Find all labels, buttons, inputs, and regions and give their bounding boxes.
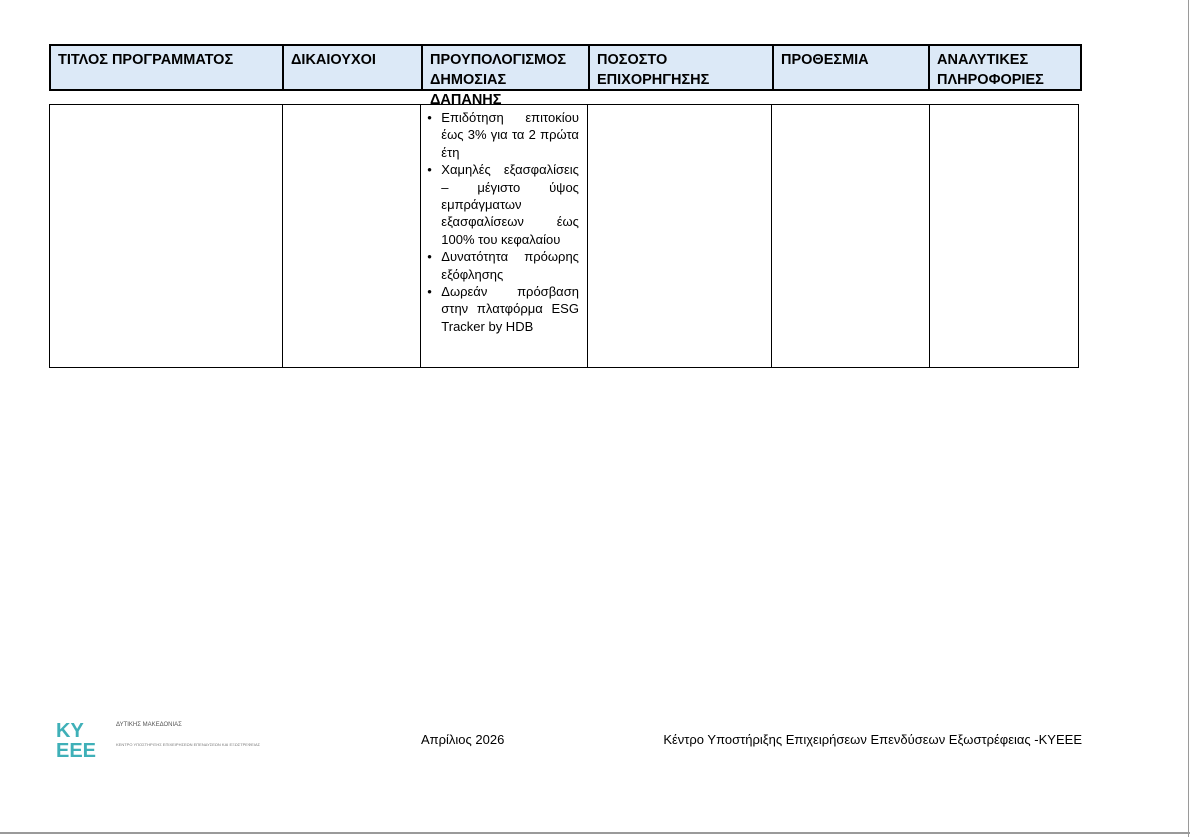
header-deadline: ΠΡΟΘΕΣΜΙΑ: [774, 46, 930, 89]
kyeee-logo: [56, 720, 261, 762]
header-program-title: ΤΙΤΛΟΣ ΠΡΟΓΡΑΜΜΑΤΟΣ: [51, 46, 284, 89]
page-edge: [0, 832, 1190, 834]
cell-details: [930, 105, 1078, 367]
header-beneficiaries: ΔΙΚΑΙΟΥΧΟΙ: [284, 46, 423, 89]
cell-beneficiaries: [283, 105, 422, 367]
header-budget: ΠΡΟΥΠΟΛΟΓΙΣΜΟΣ ΔΗΜΟΣΙΑΣ ΔΑΠΑΝΗΣ: [423, 46, 590, 89]
header-details: ΑΝΑΛΥΤΙΚΕΣ ΠΛΗΡΟΦΟΡΙΕΣ: [937, 52, 1044, 88]
logo-tagline: ΚΕΝΤΡΟ ΥΠΟΣΤΗΡΙΞΗΣ ΕΠΙΧΕΙΡΗΣΕΩΝ ΕΠΕΝΔΥΣΕΩΝ ΚΑΙ ΕΞΩΣΤΡΕΦΕΙΑΣ: [116, 742, 261, 747]
list-item: • Δυνατότητα πρόωρης εξόφλησης: [427, 248, 579, 283]
budget-bullet-list: [421, 105, 587, 335]
footer-organization: Κέντρο Υποστήριξης Επιχειρήσεων Επενδύσεων Εξωστρέφειας -ΚΥΕΕΕ: [663, 732, 1082, 747]
cell-budget: [421, 105, 588, 367]
list-item: • Δωρεάν πρόσβαση στην πλατφόρμα ESG Tracker by HDB: [427, 283, 579, 335]
footer-date: Απρίλιος 2026: [421, 732, 505, 747]
logo-letters-bottom: ΕΕΕ: [56, 740, 97, 762]
cell-program-title: [50, 105, 283, 367]
logo-letters-top: ΚΥ: [56, 720, 84, 742]
logo-region: ΔΥΤΙΚΗΣ ΜΑΚΕΔΟΝΙΑΣ: [116, 722, 182, 728]
page-edge: [1188, 0, 1189, 837]
header-grant-rate: ΠΟΣΟΣΤΟ ΕΠΙΧΟΡΗΓΗΣΗΣ: [590, 46, 774, 89]
cell-deadline: [772, 105, 931, 367]
list-item: • Επιδότηση επιτοκίου έως 3% για τα 2 πρώτα έτη: [427, 109, 579, 161]
list-item: • Χαμηλές εξασφαλίσεις – μέγιστο ύψος εμπράγματων εξασφαλίσεων έως 100% του κεφαλαίου: [427, 161, 579, 248]
table-row: [49, 104, 1079, 368]
table-header-row: [49, 44, 1082, 108]
cell-grant-rate: [588, 105, 772, 367]
